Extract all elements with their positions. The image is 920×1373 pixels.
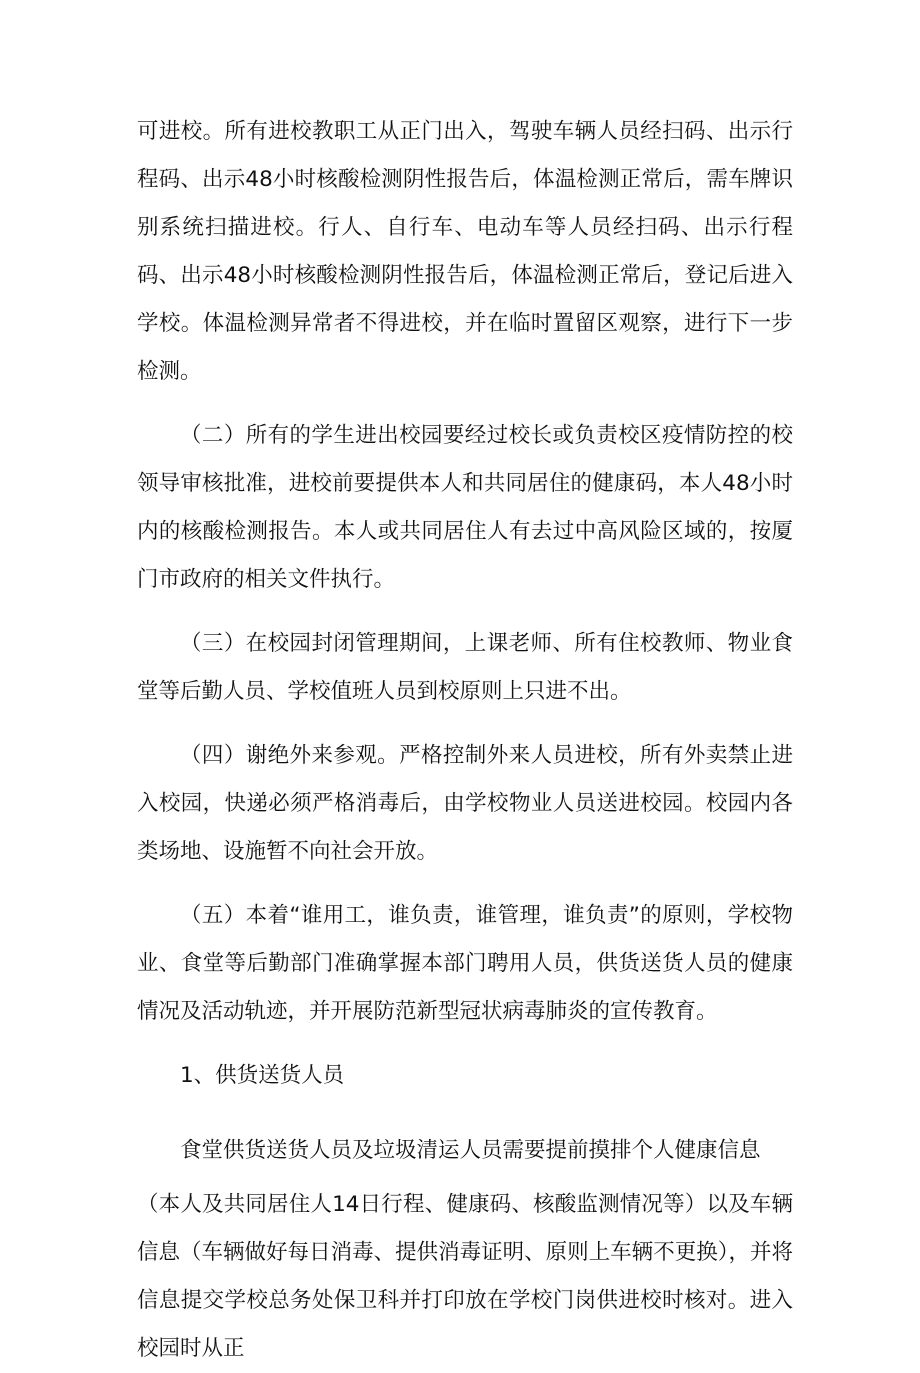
subheading-suppliers: 1、供货送货人员 (180, 1063, 345, 1088)
paragraph-supplier-intro: 食堂供货送货人员及垃圾清运人员需要提前摸排个人健康信息 (180, 1138, 761, 1163)
paragraph-section-5: （五）本着“谁用工，谁负责，谁管理，谁负责”的原则，学校物业、食堂等后勤部门准确掌握本部门聘用人员，供货送货人员的健康情况及活动轨迹，并开展防范新型冠状病毒肺炎的宣传教育。 (137, 903, 793, 1024)
paragraph-entry-rules: 可进校。所有进校教职工从正门出入，驾驶车辆人员经扫码、出示行程码、出示48小时核酸检测阴性报告后，体温检测正常后，需车牌识别系统扫描进校。行人、自行车、电动车等人员经扫码、出示行程码、出示48小时核酸检测阴性报告后，体温检测正常后，登记后进入学校。体温检测异常者不得进校，并在临时置留区观察，进行下一步检测。 (137, 119, 793, 384)
paragraph-supplier-details: （本人及共同居住人14日行程、健康码、核酸监测情况等）以及车辆信息（车辆做好每日消毒、提供消毒证明、原则上车辆不更换），并将信息提交学校总务处保卫科并打印放在学校门岗供进校时核对。进入校园时从正 (137, 1192, 793, 1361)
paragraph-section-2: （二）所有的学生进出校园要经过校长或负责校区疫情防控的校领导审核批准，进校前要提供本人和共同居住的健康码，本人48小时内的核酸检测报告。本人或共同居住人有去过中高风险区域的，按厦门市政府的相关文件执行。 (137, 423, 793, 592)
paragraph-section-3: （三）在校园封闭管理期间，上课老师、所有住校教师、物业食堂等后勤人员、学校值班人员到校原则上只进不出。 (137, 631, 793, 704)
document-body (137, 108, 793, 1373)
paragraph-section-4: （四）谢绝外来参观。严格控制外来人员进校，所有外卖禁止进入校园，快递必须严格消毒后，由学校物业人员送进校园。校园内各类场地、设施暂不向社会开放。 (137, 743, 793, 864)
